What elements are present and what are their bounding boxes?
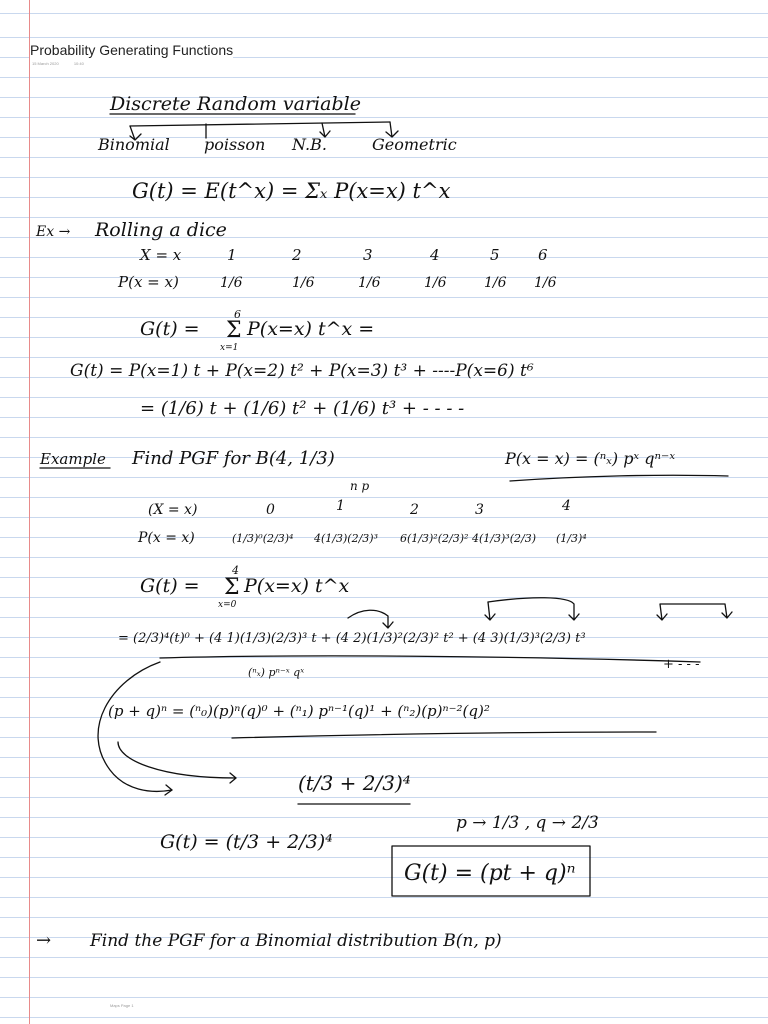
branch-bracket [130, 122, 390, 126]
binomial-theorem: (p + q)ⁿ = (ⁿ₀)(p)ⁿ(q)⁰ + (ⁿ₁) pⁿ⁻¹(q)¹ + (ⁿ₂)(p)ⁿ⁻²(q)² [108, 702, 490, 720]
dice-g-rhs: P(x=x) t^x = [247, 318, 375, 340]
dice-value: 3 [363, 246, 373, 264]
dice-sum-bottom: x=1 [220, 343, 239, 353]
example-label: Example [40, 450, 106, 468]
page-time: 10:40 [73, 61, 84, 66]
g-sum-rhs: P(x=x) t^x [244, 575, 350, 597]
dice-g-expand: G(t) = P(x=1) t + P(x=2) t² + P(x=3) t³ + ----P(x=6) t⁶ [70, 361, 534, 381]
g-expansion-tail: + - - - [663, 657, 700, 672]
notes-heading: Discrete Random variable [110, 93, 361, 115]
pq-note: p → 1/3 , q → 2/3 [456, 813, 599, 833]
dice-probability: 1/6 [358, 275, 381, 291]
example-annotation: n p [350, 479, 370, 493]
expansion-underline [160, 656, 700, 662]
dice-value: 6 [538, 246, 548, 264]
branch-binomial: Binomial [98, 135, 170, 154]
binomial-pmf: P(x = x) = (ⁿₓ) pˣ qⁿ⁻ˣ [505, 449, 676, 468]
expansion-arrow-1 [348, 610, 393, 628]
page-date: 15 March 2020 [32, 61, 59, 66]
expansion-arrow-3 [485, 602, 495, 620]
g-sum-top: 4 [232, 564, 239, 577]
sigma-symbol: Σ [224, 575, 240, 600]
dice-probability: 1/6 [534, 275, 557, 291]
dice-g-lhs: G(t) = [140, 318, 200, 340]
example-text: Find PGF for B(4, 1/3) [132, 448, 335, 469]
table-p-value: (1/3)⁴ [556, 532, 587, 545]
dice-probability: 1/6 [484, 275, 507, 291]
dice-value: 5 [490, 246, 500, 264]
branch-geometric: Geometric [372, 135, 457, 154]
table-x-value: 4 [562, 498, 571, 514]
sigma-symbol: Σ [226, 318, 242, 343]
g-expansion-under: (ⁿₓ) pⁿ⁻ˣ qˣ [248, 666, 305, 679]
branch-nb: N.B. [292, 135, 327, 154]
final-prompt: Find the PGF for a Binomial distribution B(n, p) [90, 931, 502, 951]
g-sum-lhs: G(t) = [140, 575, 200, 597]
ex-label: Ex → [36, 224, 71, 240]
table-x-label: (X = x) [148, 502, 198, 518]
ex-title: Rolling a dice [95, 219, 227, 241]
branch-poisson: poisson [204, 135, 266, 154]
dice-sum-top: 6 [234, 308, 241, 321]
result-expr: (t/3 + 2/3)⁴ [298, 771, 411, 795]
table-p-value: 4(1/3)(2/3)³ [314, 532, 378, 545]
dice-probability: 1/6 [292, 275, 315, 291]
pgf-definition: G(t) = E(t^x) = Σₓ P(x=x) t^x [132, 179, 451, 203]
g-final: G(t) = (t/3 + 2/3)⁴ [160, 831, 333, 853]
g-expansion: = (2/3)⁴(t)⁰ + (4 1)(1/3)(2/3)³ t + (4 2)(1/3)²(2/3)² t² + (4 3)(1/3)³(2/3) t³ [118, 631, 586, 646]
page-footer: Maps Page 1 [110, 1003, 134, 1008]
g-sum-bottom: x=0 [218, 600, 237, 610]
page-title: Probability Generating Functions [30, 42, 234, 58]
table-p-value: (1/3)⁰(2/3)⁴ [232, 532, 294, 545]
table-x-value: 2 [410, 502, 419, 518]
curved-arrow-inner [118, 742, 236, 778]
dice-value: 1 [227, 246, 237, 264]
dice-value: 4 [430, 246, 440, 264]
table-p-value: 6(1/3)²(2/3)² [400, 532, 469, 545]
curved-arrow-left [98, 662, 172, 791]
table-p-value: 4(1/3)³(2/3) [472, 532, 536, 545]
table-x-value: 1 [336, 498, 345, 514]
table-x-value: 0 [266, 502, 275, 518]
dice-x-label: X = x [140, 246, 182, 264]
dice-probability: 1/6 [220, 275, 243, 291]
table-x-value: 3 [475, 502, 484, 518]
expansion-arrow-4 [657, 604, 732, 620]
dice-p-label: P(x = x) [118, 273, 179, 291]
expansion-arrow-2 [488, 598, 579, 620]
table-p-label: P(x = x) [138, 530, 195, 546]
dice-g-simplified: = (1/6) t + (1/6) t² + (1/6) t³ + - - - - [140, 398, 465, 419]
pmf-underline [510, 475, 728, 481]
dice-value: 2 [292, 246, 302, 264]
boxed-formula: G(t) = (pt + q)ⁿ [404, 861, 576, 886]
theorem-underline [232, 732, 656, 738]
final-prompt-arrow: → [36, 930, 52, 951]
dice-probability: 1/6 [424, 275, 447, 291]
